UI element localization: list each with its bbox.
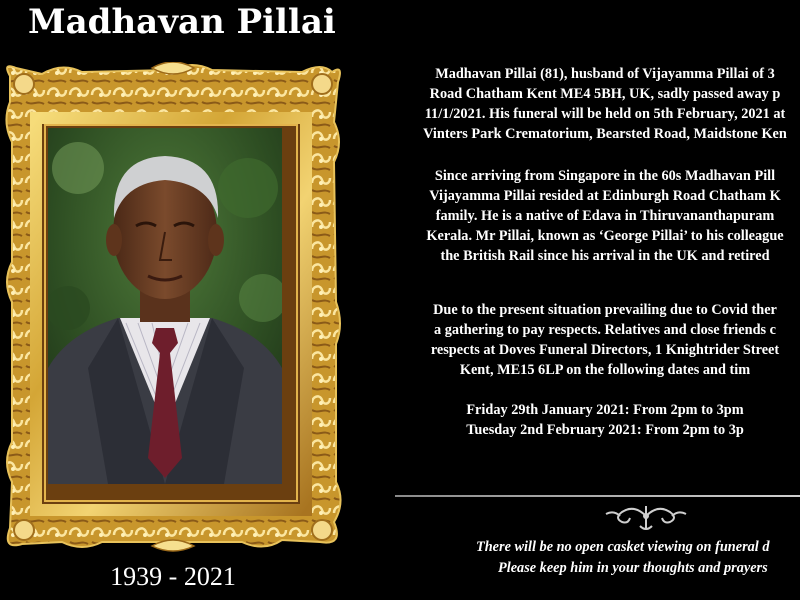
closing-line-1: There will be no open casket viewing on funeral d xyxy=(476,539,770,555)
viewing-dates xyxy=(395,400,800,440)
flourish-ornament-icon xyxy=(600,502,692,536)
closing-line-2: Please keep him in your thoughts and prayers xyxy=(498,560,768,576)
memorial-name-title: Madhavan Pillai xyxy=(28,2,336,42)
obituary-line: family. He is a native of Edava in Thiruvananthapuram xyxy=(435,208,775,224)
life-years: 1939 - 2021 xyxy=(110,562,236,591)
obituary-line: Vinters Park Crematorium, Bearsted Road, Maidstone Ken xyxy=(423,126,787,142)
obituary-line: respects at Doves Funeral Directors, 1 Knightrider Street xyxy=(430,342,780,358)
obituary-line: Vijayamma Pillai resided at Edinburgh Road Chatham K xyxy=(429,188,781,204)
obituary-line: Kent, ME15 6LP on the following dates and tim xyxy=(459,362,751,378)
divider-line xyxy=(395,495,800,497)
obituary-paragraph-3 xyxy=(395,300,800,380)
obituary-line: Since arriving from Singapore in the 60s Madhavan Pill xyxy=(434,168,776,184)
portrait-photo xyxy=(48,128,282,484)
viewing-date-line: Friday 29th January 2021: From 2pm to 3pm xyxy=(466,402,744,418)
obituary-line: Madhavan Pillai (81), husband of Vijayamma Pillai of 3 xyxy=(435,66,775,82)
obituary-line: Due to the present situation prevailing due to Covid ther xyxy=(433,302,777,318)
obituary-line: Kerala. Mr Pillai, known as ‘George Pillai’ to his colleague xyxy=(426,228,784,244)
obituary-line: 11/1/2021. His funeral will be held on 5th February, 2021 at xyxy=(424,106,786,122)
obituary-line: Road Chatham Kent ME4 5BH, UK, sadly passed away p xyxy=(429,86,781,102)
obituary-text xyxy=(395,64,800,474)
obituary-paragraph-1 xyxy=(395,64,800,144)
obituary-line: the British Rail since his arrival in the UK and retired xyxy=(440,248,770,264)
viewing-date-line: Tuesday 2nd February 2021: From 2pm to 3p xyxy=(466,422,744,438)
closing-message xyxy=(395,537,800,579)
obituary-line: a gathering to pay respects. Relatives and close friends c xyxy=(433,322,777,338)
obituary-paragraph-2 xyxy=(395,166,800,266)
